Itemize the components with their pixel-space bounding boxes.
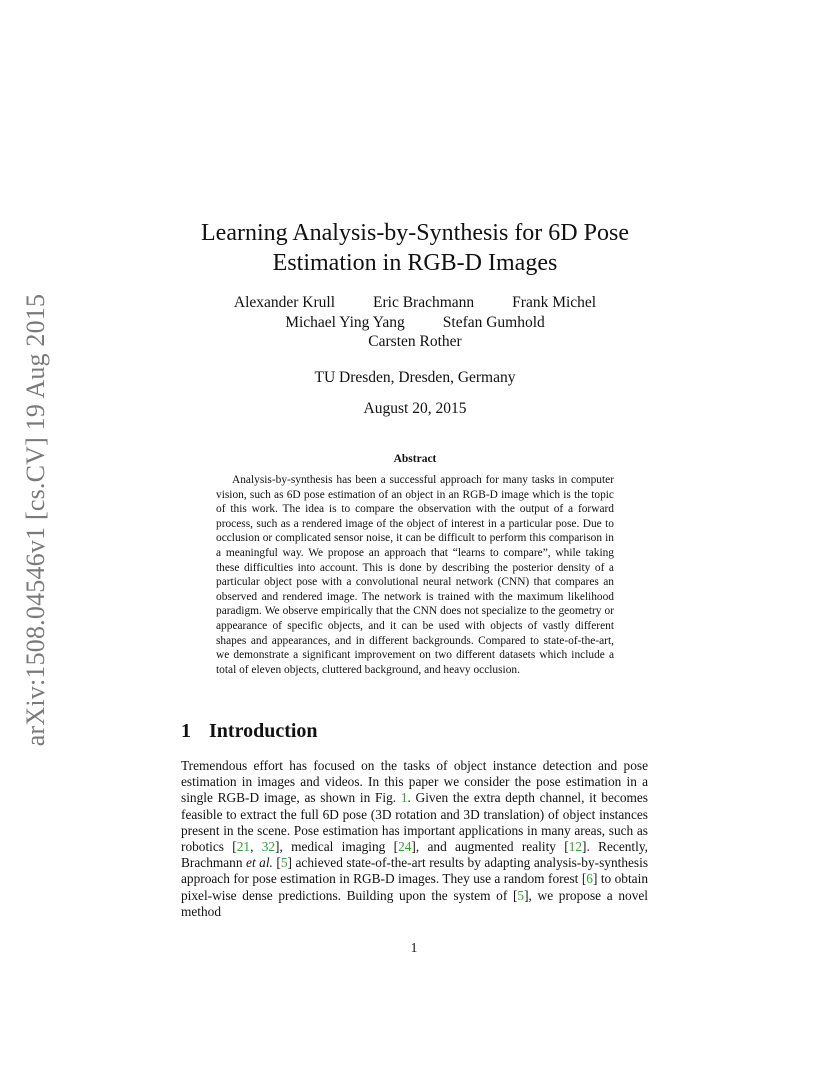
citation-link[interactable]: 12	[568, 839, 583, 855]
intro-text: [	[272, 855, 281, 871]
author-row-1	[180, 293, 650, 313]
citation-link[interactable]: 32	[261, 839, 276, 855]
publication-date: August 20, 2015	[363, 400, 467, 417]
intro-text: ] achieved state-of-the-art results by adapting analysis-by-synthesis approach for pose estimation in RGB-D images. They use a random forest [	[181, 855, 649, 887]
citation-link[interactable]: 5	[517, 887, 525, 903]
page-number: 1	[410, 940, 418, 955]
author-name: Carsten Rother	[368, 333, 462, 350]
citation-link[interactable]: 21	[236, 839, 251, 855]
title-line-2: Estimation in RGB-D Images	[272, 250, 558, 276]
intro-text: ], we propose a novel method	[181, 887, 648, 919]
author-name: Michael Ying Yang	[285, 313, 405, 331]
intro-text: ], medical imaging [	[275, 839, 399, 855]
intro-text: . Given the extra depth channel, it becomes feasible to extract the full 6D pose (3D rotation and 3D translation) of object instances present in the scene. Pose estimation has important applications in many areas, such as robotics [	[181, 790, 648, 855]
intro-text: ,	[250, 839, 262, 855]
section-number: 1	[181, 720, 191, 742]
paper-title	[180, 218, 650, 278]
citation-link[interactable]: 6	[586, 871, 593, 887]
abstract-text: Analysis-by-synthesis has been a successful approach for many tasks in computer vision, such as 6D pose estimation of an object in an RGB-D image which is the topic of this work. The idea is to compare the observation with the output of a forward process, such as a rendered image of the object of interest in a particular pose. Due to occlusion or complicated sensor noise, it can be difficult to perform this comparison in a meaningful way. We propose an approach that “learns to compare”, while taking these difficulties into account. This is done by describing the posterior density of a particular object pose with a convolutional neural network (CNN) that compares an observed and rendered image. The network is trained with the maximum likelihood paradigm. We observe empirically that the CNN does not specialize to the geometry or appearance of specific objects, and it can be used with objects of vastly different shapes and appearances, and in different backgrounds. Compared to state-of-the-art, we demonstrate a significant improvement on two different datasets which include a total of eleven objects, cluttered background, and heavy occlusion.	[216, 474, 614, 676]
author-row-2	[180, 313, 650, 333]
author-name: Eric Brachmann	[373, 294, 475, 311]
author-name: Frank Michel	[512, 294, 597, 311]
affiliation: TU Dresden, Dresden, Germany	[314, 369, 516, 386]
introduction-paragraph	[181, 758, 648, 920]
citation-link[interactable]: 5	[280, 855, 288, 871]
intro-text-italic: et al.	[246, 855, 273, 871]
section-heading	[181, 720, 318, 743]
intro-text: Tremendous effort has focused on the tasks of object instance detection and pose estimation in images and videos. In this paper we consider the pose estimation in a single RGB-D image, as shown in Fig.	[181, 758, 648, 806]
intro-text: ] to obtain pixel-wise dense predictions. Building upon the system of [	[181, 871, 648, 903]
section-title: Introduction	[209, 720, 318, 742]
author-row-3	[180, 332, 650, 352]
abstract-heading: Abstract	[393, 453, 437, 465]
intro-text: ]. Recently, Brachmann	[181, 839, 648, 871]
citation-link[interactable]: 24	[398, 839, 412, 855]
author-list	[180, 293, 650, 352]
arxiv-stamp-text: arXiv:1508.04546v1 [cs.CV] 19 Aug 2015	[21, 293, 50, 747]
title-line-1: Learning Analysis-by-Synthesis for 6D Pose	[201, 220, 629, 246]
author-name: Stefan Gumhold	[442, 313, 545, 331]
intro-text: ], and augmented reality [	[411, 839, 569, 855]
author-name: Alexander Krull	[233, 294, 336, 311]
figure-reference-link[interactable]: 1	[400, 790, 408, 806]
arxiv-stamp	[16, 280, 56, 760]
